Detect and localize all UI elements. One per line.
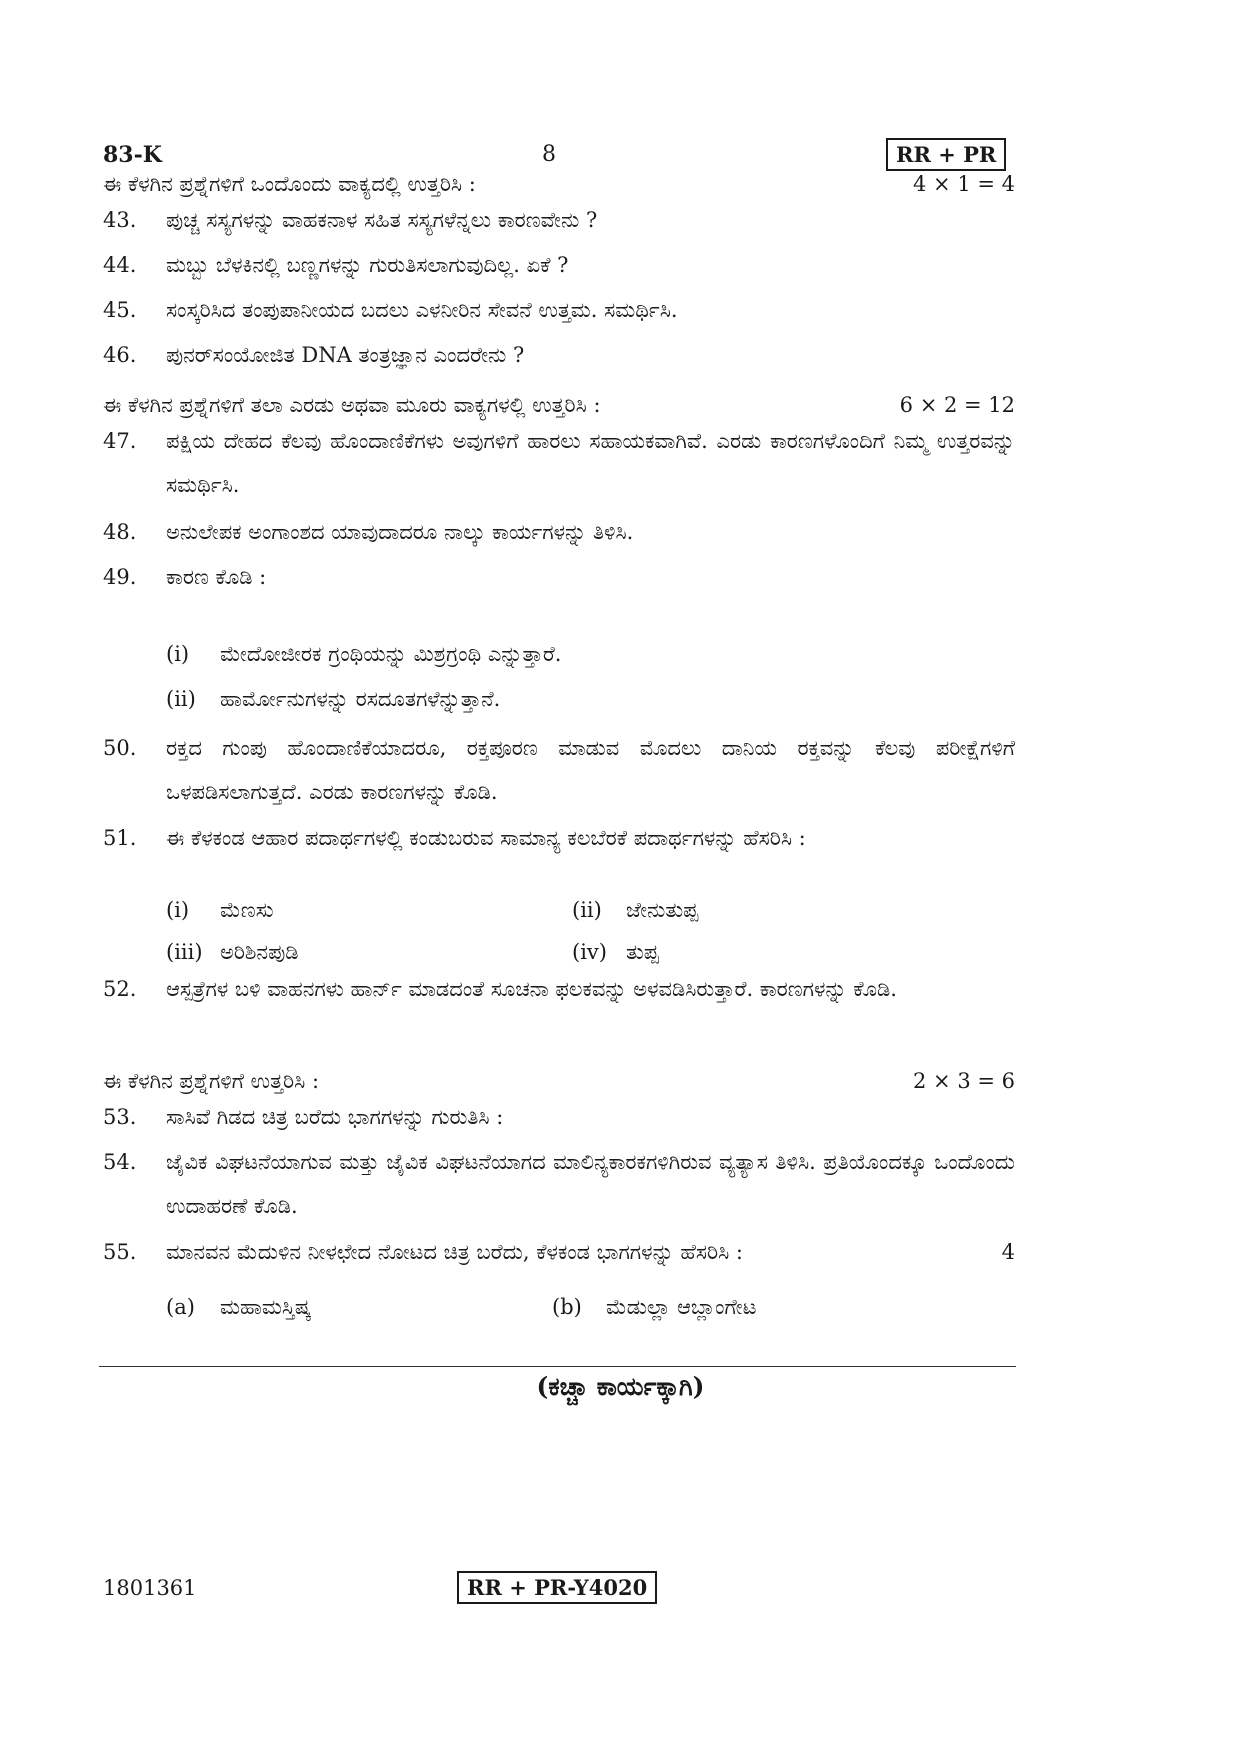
- question-text: ಸಾಸಿವೆ ಗಿಡದ ಚಿತ್ರ ಬರೆದು ಭಾಗಗಳನ್ನು ಗುರುತಿಸಿ :: [166, 1105, 504, 1129]
- section-marks: 2 × 3 = 6: [913, 1069, 1015, 1093]
- question-text: ಪಕ್ಷಿಯ ದೇಹದ ಕೆಲವು ಹೊಂದಾಣಿಕೆಗಳು ಅವುಗಳಿಗೆ ಹಾರಲು ಸಹಾಯಕವಾಗಿವೆ. ಎರಡು ಕಾರಣಗಳೊಂದಿಗೆ ನಿಮ್ಮ ಉತ್ತರವನ್ನು ಸಮರ್ಥಿಸಿ.: [166, 429, 1015, 497]
- sub-text: ತುಪ್ಪ: [626, 940, 659, 964]
- question-number: 51.: [103, 826, 137, 850]
- question-text: ಪುಚ್ಚ ಸಸ್ಯಗಳನ್ನು ವಾಹಕನಾಳ ಸಹಿತ ಸಸ್ಯಗಳೆನ್ನಲು ಕಾರಣವೇನು ?: [166, 208, 598, 232]
- question-50: [103, 726, 1015, 816]
- question-number: 55.: [103, 1240, 137, 1264]
- question-text: ಮಾನವನ ಮೆದುಳಿನ ನೀಳಛೇದ ನೋಟದ ಚಿತ್ರ ಬರೆದು, ಕೆಳಕಂಡ ಭಾಗಗಳನ್ನು ಹೆಸರಿಸಿ :: [166, 1240, 743, 1264]
- question-text: ಪುನರ್‌ಸಂಯೋಜಿತ DNA ತಂತ್ರಜ್ಞಾನ ಎಂದರೇನು ?: [166, 343, 525, 367]
- question-text: ಆಸ್ಪತ್ರೆಗಳ ಬಳಿ ವಾಹನಗಳು ಹಾರ್ನ್ ಮಾಡದಂತೆ ಸೂಚನಾ ಫಲಕವನ್ನು ಅಳವಡಿಸಿರುತ್ತಾರೆ. ಕಾರಣಗಳನ್ನು ಕೊಡಿ.: [166, 977, 897, 1001]
- sub-label: (i): [166, 642, 190, 666]
- sub-label: (i): [166, 898, 190, 922]
- divider-line: [99, 1366, 1016, 1367]
- sub-label: (ii): [572, 898, 602, 922]
- sub-item: [572, 932, 659, 972]
- question-number: 50.: [103, 736, 137, 760]
- sub-label: (iii): [166, 940, 203, 964]
- sub-item: [166, 634, 561, 674]
- question-number: 44.: [103, 253, 137, 277]
- instruction-text: ಈ ಕೆಳಗಿನ ಪ್ರಶ್ನೆಗಳಿಗೆ ತಲಾ ಎರಡು ಅಥವಾ ಮೂರು ವಾಕ್ಯಗಳಲ್ಲಿ ಉತ್ತರಿಸಿ :: [103, 393, 601, 417]
- instruction-text: ಈ ಕೆಳಗಿನ ಪ್ರಶ್ನೆಗಳಿಗೆ ಒಂದೊಂದು ವಾಕ್ಯದಲ್ಲಿ ಉತ್ತರಿಸಿ :: [103, 172, 476, 196]
- question-text: ಸಂಸ್ಕರಿಸಿದ ತಂಪುಪಾನೀಯದ ಬದಲು ಎಳನೀರಿನ ಸೇವನೆ ಉತ್ತಮ. ಸಮರ್ಥಿಸಿ.: [166, 298, 678, 322]
- question-52: [103, 967, 1015, 1057]
- footer-code: 1801361: [103, 1576, 197, 1600]
- page-number: 8: [542, 142, 556, 167]
- sub-text: ಹಾರ್ಮೋನುಗಳನ್ನು ರಸದೂತಗಳೆನ್ನುತ್ತಾನೆ.: [220, 687, 501, 711]
- sub-text: ಮೆಣಸು: [220, 898, 274, 922]
- question-number: 45.: [103, 298, 137, 322]
- question-47: [103, 419, 1015, 509]
- question-number: 53.: [103, 1105, 137, 1129]
- footer-series-box: RR + PR-Y4020: [457, 1571, 657, 1604]
- sub-item: [166, 890, 274, 930]
- rough-work-label: (ಕಚ್ಚಾ ಕಾರ್ಯಕ್ಕಾಗಿ): [536, 1372, 705, 1401]
- sub-text: ಮೇದೋಜೀರಕ ಗ್ರಂಥಿಯನ್ನು ಮಿಶ್ರಗ್ರಂಥಿ ಎನ್ನುತ್ತಾರೆ.: [220, 642, 562, 666]
- sub-item: [166, 932, 298, 972]
- question-number: 43.: [103, 208, 137, 232]
- question-54: [103, 1140, 1015, 1230]
- question-text: ಈ ಕೆಳಕಂಡ ಆಹಾರ ಪದಾರ್ಥಗಳಲ್ಲಿ ಕಂಡುಬರುವ ಸಾಮಾನ್ಯ ಕಲಬೆರಕೆ ಪದಾರ್ಥಗಳನ್ನು ಹೆಸರಿಸಿ :: [166, 826, 806, 850]
- question-number: 54.: [103, 1150, 137, 1174]
- question-text: ಅನುಲೇಪಕ ಅಂಗಾಂಶದ ಯಾವುದಾದರೂ ನಾಲ್ಕು ಕಾರ್ಯಗಳನ್ನು ತಿಳಿಸಿ.: [166, 520, 634, 544]
- section-marks: 4 × 1 = 4: [913, 172, 1015, 196]
- question-number: 47.: [103, 429, 137, 453]
- sub-text: ಮೆಡುಲ್ಲಾ ಆಬ್ಲಾಂಗೇಟ: [606, 1295, 757, 1319]
- question-text: ಕಾರಣ ಕೊಡಿ :: [166, 565, 267, 589]
- section-instruction: [103, 387, 1015, 423]
- question-marks: 4: [1001, 1240, 1015, 1264]
- question-text: ಜೈವಿಕ ವಿಘಟನೆಯಾಗುವ ಮತ್ತು ಜೈವಿಕ ವಿಘಟನೆಯಾಗದ ಮಾಲಿನ್ಯಕಾರಕಗಳಿಗಿರುವ ವ್ಯತ್ಯಾಸ ತಿಳಿಸಿ. ಪ್ರತಿಯೊಂದಕ್ಕೂ ಒಂದೊಂದು ಉದಾಹರಣೆ ಕೊಡಿ.: [166, 1150, 1015, 1218]
- sub-item: [572, 890, 698, 930]
- question-number: 48.: [103, 520, 137, 544]
- question-text: ಮಬ್ಬು ಬೆಳಕಿನಲ್ಲಿ ಬಣ್ಣಗಳನ್ನು ಗುರುತಿಸಲಾಗುವುದಿಲ್ಲ. ಏಕೆ ?: [166, 253, 569, 277]
- sub-item: [552, 1287, 756, 1327]
- question-text: ರಕ್ತದ ಗುಂಪು ಹೊಂದಾಣಿಕೆಯಾದರೂ, ರಕ್ತಪೂರಣ ಮಾಡುವ ಮೊದಲು ದಾನಿಯ ರಕ್ತವನ್ನು ಕೆಲವು ಪರೀಕ್ಷೆಗಳಿಗೆ ಒಳಪಡಿಸಲಾಗುತ್ತದೆ. ಎರಡು ಕಾರಣಗಳನ್ನು ಕೊಡಿ.: [166, 736, 1015, 804]
- section-instruction: [103, 1063, 1015, 1099]
- section-marks: 6 × 2 = 12: [899, 393, 1015, 417]
- sub-text: ಮಹಾಮಸ್ತಿಷ್ಕ: [220, 1295, 312, 1319]
- question-number: 52.: [103, 977, 137, 1001]
- sub-text: ಜೇನುತುಪ್ಪ: [626, 898, 699, 922]
- sub-label: (iv): [572, 940, 607, 964]
- sub-label: (a): [166, 1295, 195, 1319]
- question-number: 49.: [103, 565, 137, 589]
- instruction-text: ಈ ಕೆಳಗಿನ ಪ್ರಶ್ನೆಗಳಿಗೆ ಉತ್ತರಿಸಿ :: [103, 1069, 320, 1093]
- sub-item: [166, 1287, 311, 1327]
- paper-code: 83-K: [103, 142, 162, 168]
- sub-item: [166, 679, 500, 719]
- sub-label: (ii): [166, 687, 196, 711]
- sub-label: (b): [552, 1295, 582, 1319]
- series-box: RR + PR: [886, 138, 1006, 171]
- sub-text: ಅರಿಶಿನಪುಡಿ: [220, 940, 299, 964]
- question-number: 46.: [103, 343, 137, 367]
- section-instruction: [103, 166, 1015, 202]
